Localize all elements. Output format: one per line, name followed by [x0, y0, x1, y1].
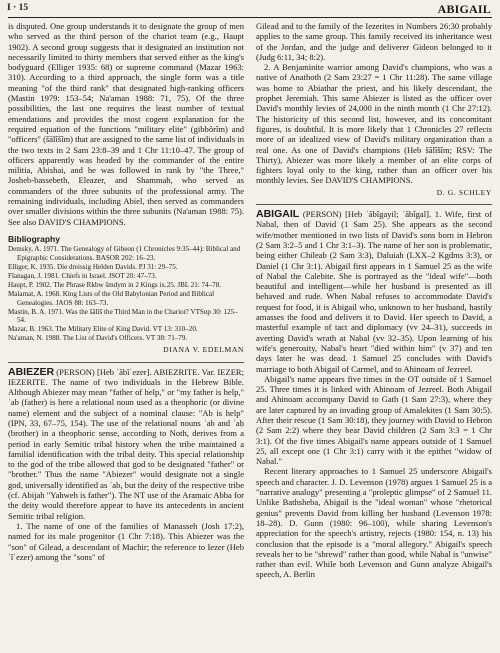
- left-column: [8, 21, 244, 649]
- abigail-paragraph: Abigail's name appears five times in the OT outside of 1 Samuel 25. Three times it is linked with Ahinoam of Jezreel. Both Abigail and Ahinoam accompany David to Gath (1 Sam 27:3), where they are later captured by an invading group of Amalekites (1 Sam 30:5). After their rescue (1 Sam 30:18), they journey with David to Hebron (2 Sam 2:2) where they bear David children (2 Sam 3:3 = 1 Chr 3:1). Of the five times Abigail's name appears outside of 1 Samuel 25, all except one (1 Chr 3:1) carry with it the epithet "widow of Nabal.": [256, 373, 492, 467]
- bibliography-item: Mazar, B. 1963. The Military Elite of King David. VT 13: 310–20.: [8, 325, 198, 334]
- abiezer-sense-1: 1. The name of one of the families of Manasseh (Josh 17:2), named for its male progenitor (1 Chr 7:18). This Abiezer was the "son" of Gilead, a descendant of Machir; the reference to Iezer (Heb ʾîʿezer) among the "sons" of: [8, 520, 244, 562]
- right-column: [256, 21, 492, 649]
- entry-divider: [256, 204, 492, 205]
- abigail-paragraph: Recent literary approaches to 1 Samuel 25 underscore Abigail's speech and character. J. D. Levenson (1978) argues 1 Samuel 25 is a "narrative analogy" presenting a "proleptic glimpse" of 2 Samuel 11. Unlike Bathsheba, Abigail is the "ideal woman" whose "rhetorical genius" prevents David from killing her husband (Levenson 1978: 18–28). D. Gunn (1980: 96–100), while sharing Levenson's appreciation for the speech's artistry, rejects (1980: 154, n. 13) his conclusion that the episode is a "moral allegory." Abigail's speech reveals her to be "shrewd" rather than good, while Nabal is "unwise" rather than evil. While both Levenson and Gunn analyze Abigail's speech, A. Berlin: [256, 466, 492, 580]
- page-header: [0, 0, 500, 18]
- entry-divider: [8, 362, 244, 363]
- bibliography-item: Haupt, P. 1902. The Phrase Rkbw šmdym in 2 Kings ix.25. JBL 21: 74–78.: [8, 280, 222, 289]
- entry-intro-text: (PERSON) [Heb ʾăbîʿezer]. ABIEZRITE. Var. IEZER; IEZERITE. The name of two individuals in the Hebrew Bible. Although Abiezer may mean "father of help," or "my father is help," ʾab (father) is here a relational noun used as a theophoric (or divine name) element and the subject of a nominal clause: "Ab is help" (IPN, 33, 67–75, 154). The use of the relational nouns ʾab and ʾaḥ (brother) in a theophoric sense, according to Noth, derives from a period in early Semitic tribal history when the tribe maintained a familial identification with the tribal deity. This special relationship to the god of the tribe allowed that god to be designated "father" or "brother." Thus the name "Abiezer" would designate not a single god, universally identified as ʾab, but the deity of the respective tribe (cf. Abijah "Yahweh is father"). The NT use of the Aramaic Abba for the deity would therefore appear to have its antecedents in ancient Semitic tribal religion.: [8, 366, 244, 521]
- bibliography-item: Flanagan, J. 1981. Chiefs in Israel. JSOT 20: 47–73.: [8, 271, 157, 280]
- bibliography-item: Malamat, A. 1968. King Lists of the Old Babylonian Period and Biblical Genealogies. JAOS 88: 163–73.: [8, 289, 215, 307]
- author-signature: D. G. SCHLEY: [436, 187, 492, 197]
- bibliography-list: [8, 245, 244, 343]
- abiel-continuation-paragraph: is disputed. One group understands it to designate the group of men who served as the third person of the chariot team (e.g., Haupt 1902). A second group suggests that it designated an institution not necessarily limited to thirty members that served either as the king's bodyguard (Elliger 1935: 68) or supreme command (Mazar 1963: 310). According to a third approach, the single form was a title meaning "of the third rank" that designated high-ranking officers (Mastin 1979: 153–54; Na'aman 1988: 71, 75). Of the three possibilities, the last one requires the least number of textual emendations and provides the most cogent explanation for the required equation of the functions "military elite" (gibbôrîm) and "officers" (šālîšîm) that are assigned to the same list of individuals in the two texts in 2 Sam 23:8–39 and 1 Chr 11:10–47. The group of officers apparently was headed by the commander of the entire militia, Abishai, and he was followed in rank by "the Three," Josheb-bassebeth, Eleazer, and Shammah, who served as commanders of the three subunits of the professional army. The remaining individuals, including Abiel, then served as commanders over smaller divisions within the three subunits (Na'aman 1988: 75). See also DAVID'S CHAMPIONS.: [8, 21, 244, 227]
- entry-intro-text: (PERSON) [Heb ʾăbîgayil; ʾăbîgal]. 1. Wife, first of Nabal, then of David (1 Sam 25). She appears as the second wife/mother mentioned in two lists of David's sons born in Hebron (2 Sam 3:2–5 and 1 Chr 3:1–3). The name of her son is problematic, being either Chileab (2 Sam 3:3), Daluiah (LXX–2 Kgdms 3:3), or Daniel (1 Chr 3:1). Abigail first appears in 1 Samuel 25 as the wife of Nabal the Calebite. She is portrayed as the "ideal wife"—both beautiful and intelligent—while her husband is presented as ill behaved and rude. When Nabal refuses to accommodate David's request for food, it is Abigail who, unknown to her husband, hastily amasses the food and delivers it to David. Her speech to David, a masterful example of tact and diplomacy (vv 24–31), succeeds in averting David's wrath at Nabal (vv 32–35). Upon learning of his wife's generosity, Nabal's heart "died within him" (v 37) and ten days later he was dead. 1 Samuel 25 concludes with David's marriage to both Abigail of Carmel, and to Ahinoam of Jezreel.: [256, 209, 492, 374]
- entry-term: ABIGAIL: [256, 208, 300, 221]
- running-head: ABIGAIL: [437, 2, 491, 16]
- abigail-entry-intro: [256, 209, 492, 374]
- page-number: I · 15: [7, 3, 29, 13]
- bibliography-item: Demsky, A. 1971. The Genealogy of Gibeon (1 Chronicles 9:35–44): Biblical and Epigraphic Considerations. BASOR 202: 16–23.: [8, 245, 241, 263]
- bibliography-item: Na'aman, N. 1988. The List of David's Officers. VT 38: 71–79.: [8, 334, 188, 343]
- bibliography-item: Mastin, B. A. 1971. Was the šālîš the Third Man in the Chariot? VTSup 30: 125–54.: [8, 307, 238, 325]
- bibliography-item: Elliger, K. 1935. Die dreissig Helden Davids. PJ 31: 29–75.: [8, 263, 178, 272]
- author-signature: DIANA V. EDELMAN: [163, 345, 244, 355]
- header-rule: [8, 17, 492, 18]
- bibliography-heading: Bibliography: [8, 233, 60, 244]
- abiezer-sense-2: 2. A Benjaminite warrior among David's champions, who was a native of Anathoth (2 Sam 23:27 = 1 Chr 11:28). The same village was home to Abiathar the priest, and his likely descendant, the prophet Jeremiah. This same Abiezer is listed as the officer over David's monthly levies of 24,000 in the ninth month (1 Chr 27:12). The historicity of this second list, however, and its concomitant figures, is doubtful. It is more likely that 1 Chronicles 27 reflects more of an idealized view of David's military organization than a real one. As one of David's champions (Heb šālîšîm; RSV: The Thirty), Abiezer was more likely a member of an elite corps of fighters loyal only to the king, rather than an officer over his monthly levies. See DAVID'S CHAMPIONS.: [256, 62, 492, 186]
- abiezer-continuation-paragraph: Gilead and to the family of the Iezerites in Numbers 26:30 probably applies to the same group. This family received its inheritance west of the Jordan, and the judge and deliverer Gideon belonged to it (Judg 6:11, 34; 8:2).: [256, 21, 492, 62]
- entry-term: ABIEZER: [8, 365, 55, 378]
- abiezer-entry-intro: [8, 367, 244, 521]
